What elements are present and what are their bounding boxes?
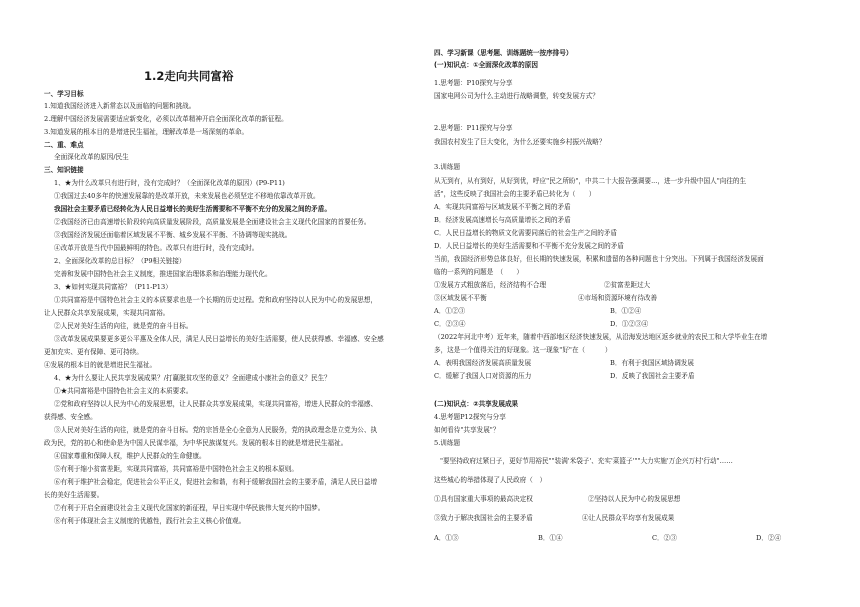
- exercise-stem: （2022年河北中考）近年来，随着中西部地区经济快速发展，从沿海发达地区返乡就业的农民工和大学毕业生在增: [434, 333, 768, 341]
- statement-3: ③区域发展不平衡: [434, 294, 487, 302]
- think-question-2-text: 我国农村发生了巨大变化，为什么还要实施乡村振兴战略？: [434, 138, 606, 146]
- answer-line: 政为民，党的初心和使命是为中国人民谋幸福，为中华民族谋复兴。发展的根本目的就是增进民生福祉。: [44, 439, 348, 447]
- answer-line: ⑤有利于缩小贫富差距，实现共同富裕，共同富裕是中国特色社会主义的根本原则。: [54, 465, 298, 473]
- statement-2: ②贫富差距过大: [604, 281, 651, 289]
- option-a: A．实现共同富裕与区域发展不平衡之间的矛盾: [434, 203, 571, 211]
- section-learning-goals-heading: 一、学习目标: [44, 90, 84, 98]
- answer-line: ⑦有利于开启全面建设社会主义现代化国家的新征程，早日实现中华民族伟大复兴的中国梦。: [54, 504, 325, 512]
- knowledge-point-1: (一)知识点：①全面深化改革的原因: [434, 61, 538, 69]
- answer-line: 获得感、安全感。: [44, 413, 97, 421]
- think-question-1: 1.思考题：P10探究与分享: [434, 79, 513, 87]
- statement-2: ②坚持以人民为中心的发展思想: [588, 495, 681, 503]
- goal-item: 2.理解中国经济发展需要适应新变化，必须以改革精神开启全面深化改革的新征程。: [44, 115, 288, 123]
- section-new-lesson-heading: 四、学习新课（思考题、训练题统一按序排号）: [434, 49, 573, 57]
- exercise-stem: "要坚持政府过紧日子，更好节用裕民""装满'米袋子'、充实'菜篮子'""大力实施'万企兴万村'行动"……: [440, 457, 733, 465]
- exercise-stem: 当前，我国经济形势总体良好，但长期的快速发展，积累和遗留的各种问题也十分突出。下列属于我国经济发展面: [434, 255, 764, 263]
- statement-1: ①发展方式粗放落后，经济结构不合理: [434, 281, 547, 289]
- question-1: 1、★为什么改革只有进行时，没有完成时？（全面深化改革的原因）(P9-P11): [54, 179, 285, 187]
- answer-line: ④国家尊重和保障人权，维护人民群众的生命健康。: [54, 452, 206, 460]
- answer-line: ③人民对美好生活的向往，就是党的奋斗目标。党的宗旨是全心全意为人民服务，党的执政理念是立党为公、执: [54, 426, 378, 434]
- answer-line: 长的美好生活需要。: [44, 491, 104, 499]
- option-b: B．有利于我国区域协调发展: [610, 359, 694, 367]
- option-d: D．人民日益增长的美好生活需要和不平衡不充分发展之间的矛盾: [434, 242, 624, 250]
- option-a: A．①②③: [434, 307, 466, 315]
- exercise-5-heading: 5.训练题: [434, 439, 461, 447]
- statement-4: ④市场和资源环境有待改善: [578, 294, 658, 302]
- answer-line: ④发展的根本目的就是增进民生福祉。: [44, 361, 157, 369]
- answer-line: ③改革发展成果要更多更公平惠及全体人民，满足人民日益增长的美好生活需要，使人民获得感、幸福感、安全感: [54, 335, 384, 343]
- think-question-1-text: 国家电网公司为什么主动进行战略调整，转变发展方式？: [434, 92, 599, 100]
- think-question-2: 2.思考题：P11探究与分享: [434, 124, 513, 132]
- answer-line: ②人民对美好生活的向往，就是党的奋斗目标。: [54, 322, 193, 330]
- think-question-4-text: 如何看待"共享发展"？: [434, 426, 500, 434]
- think-question-4: 4.思考题P12探究与分享: [434, 413, 506, 421]
- goal-item: 3.知道发展的根本目的是增进民生福祉，理解改革是一场深刻的革命。: [44, 128, 249, 136]
- section-knowledge-link-heading: 三、知识链接: [44, 166, 84, 174]
- answer-line: 更加充实、更有保障、更可持续。: [44, 348, 143, 356]
- answer-line: ⑥有利于维护社会稳定，促进社会公平正义，促进社会和谐，有利于缓解我国社会的主要矛盾，满足人民日益增: [54, 478, 378, 486]
- exercise-stem: 多，这是一个值得关注的好现象。这一现象"好"在（ ）: [434, 346, 612, 354]
- answer-line: ①共同富裕是中国特色社会主义的本质要求也是一个长期的历史过程。党和政府坚持以人民为中心的发展思想，: [54, 296, 378, 304]
- answer-line: ①★共同富裕是中国特色社会主义的本质要求。: [54, 387, 193, 395]
- answer-line: ①我国过去40多年的快速发展靠的是改革开放，未来发展也必须坚定不移地依靠改革开放。: [54, 192, 320, 200]
- answer-line: 让人民群众共享发展成果，实现共同富裕。: [44, 309, 170, 317]
- statement-3: ③致力于解决我国社会的主要矛盾: [434, 514, 533, 522]
- option-c: C．人民日益增长的物质文化需要同落后的社会生产之间的矛盾: [434, 229, 618, 237]
- option-c: C．②③④: [434, 320, 466, 328]
- answer-line: ③我国经济发展还面临着区域发展不平衡、城乡发展不平衡、不协调等现实挑战。: [54, 231, 292, 239]
- page-title: 1.2走向共同富裕: [144, 69, 234, 83]
- statement-1: ①具有国家重大事项的最高决定权: [434, 495, 533, 503]
- option-b: B．①④: [538, 534, 563, 542]
- statement-4: ④让人民群众平均享有发展成果: [582, 514, 675, 522]
- option-b: B．①②④: [610, 307, 642, 315]
- key-points-text: 全面深化改革的原因/民生: [54, 153, 129, 161]
- goal-item: 1.知道我国经济进入新常态以及面临的问题和挑战。: [44, 102, 196, 110]
- answer-line: ②党和政府坚持以人民为中心的发展思想，让人民群众共享发展成果，实现共同富裕，增进人民群众的幸福感、: [54, 400, 378, 408]
- option-b: B．经济发展高速增长与高质量增长之间的矛盾: [434, 216, 571, 224]
- knowledge-point-2: (二)知识点：②共享发展成果: [434, 400, 519, 408]
- option-d: D．反映了我国社会主要矛盾: [610, 372, 695, 380]
- answer-line: 完善和发展中国特色社会主义制度，推进国家治理体系和治理能力现代化。: [54, 270, 272, 278]
- option-d: D．②④: [756, 534, 782, 542]
- exercise-stem: 活"，这些反映了我国社会的主要矛盾已转化为（ ）: [434, 190, 596, 198]
- answer-line: ④改革开放是当代中国最鲜明的特色。改革只有进行时，没有完成时。: [54, 244, 259, 252]
- option-c: C．缓解了我国人口对资源的压力: [434, 372, 532, 380]
- answer-line-bold: 我国社会主要矛盾已经转化为人民日益增长的美好生活需要和不平衡不充分的发展之间的矛盾。: [54, 205, 331, 213]
- answer-line: ②我国经济已由高速增长阶段转向高质量发展阶段，高质量发展是全面建设社会主义现代化国家的首要任务。: [54, 218, 371, 226]
- exercise-stem: 从无到有，从有到好，从好到优，呼应"民之所盼"，中共二十大报告强调要...，进一步升级中国人"向往的生: [434, 177, 747, 185]
- answer-line: ⑧有利于体现社会主义制度的优越性，践行社会主义核心价值观。: [54, 517, 246, 525]
- question-3: 3、★如何实现共同富裕？（P11-P13）: [54, 283, 172, 291]
- exercise-stem: 这些城心的举措体现了人民政府（ ）: [434, 476, 547, 484]
- option-d: D．①②③④: [610, 320, 649, 328]
- section-key-points-heading: 二、重、难点: [44, 141, 84, 149]
- option-c: C．②③: [652, 534, 677, 542]
- exercise-stem: 临的一系列的问题是 （ ）: [434, 268, 524, 276]
- question-4: 4、★为什么要让人民共享发展成果？/打赢脱贫攻坚的意义？全面建成小康社会的意义？民生？: [54, 374, 331, 382]
- exercise-3-heading: 3.训练题: [434, 163, 461, 171]
- option-a: A．表明我国经济发展高质量发展: [434, 359, 532, 367]
- option-a: A．①③: [434, 534, 459, 542]
- question-2: 2、全面深化改革的总目标？（P9相关链接）: [54, 257, 186, 265]
